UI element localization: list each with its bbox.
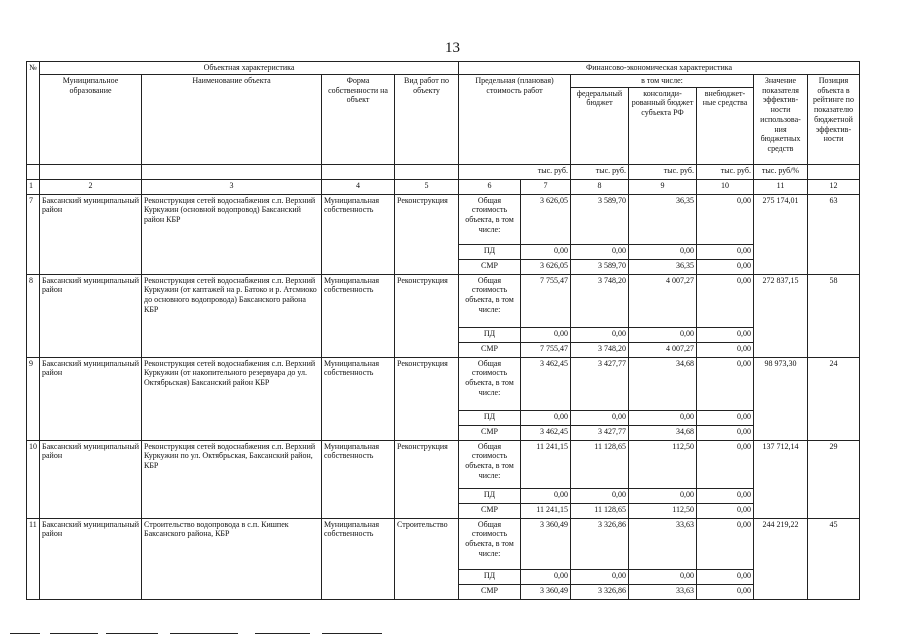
ownership-cell: Муниципальная собственность <box>322 274 395 357</box>
work-type-cell: Реконструкция <box>395 357 459 440</box>
federal-header: федеральный бюджет <box>571 87 629 164</box>
smr-federal: 3 748,20 <box>571 342 629 357</box>
total-consolidated: 4 007,27 <box>629 274 697 327</box>
rank-cell: 63 <box>808 194 860 274</box>
pd-label: ПД <box>459 244 521 259</box>
object-name-header: Наименование объекта <box>142 74 322 164</box>
smr-extrabudget: 0,00 <box>697 584 754 599</box>
ownership-cell: Муниципальная собственность <box>322 440 395 518</box>
pd-consolidated: 0,00 <box>629 244 697 259</box>
col-number: 9 <box>629 179 697 194</box>
pd-federal: 0,00 <box>571 327 629 342</box>
column-numbers-row <box>27 179 860 194</box>
smr-label: СМР <box>459 259 521 274</box>
ownership-cell: Муниципальная собственность <box>322 194 395 274</box>
footer-rule <box>170 633 238 634</box>
pd-extrabudget: 0,00 <box>697 569 754 584</box>
footer-rule <box>106 633 158 634</box>
smr-federal: 3 589,70 <box>571 259 629 274</box>
municipality-cell: Баксанский муниципальный район <box>40 194 142 274</box>
object-name-cell: Реконструкция сетей водоснабжения с.п. Верхний Куркужин по ул. Октябрьская, Баксанский район, КБР <box>142 440 322 518</box>
pd-planned: 0,00 <box>521 488 571 503</box>
work-type-cell: Реконструкция <box>395 274 459 357</box>
efficiency-header: Значение показателя эффектив-ности использова-ния бюджетных средств <box>754 74 808 164</box>
total-label: Общая стоимость объекта, в том числе: <box>459 440 521 488</box>
planned-cost-header: Предельная (плановая) стоимость работ <box>459 74 571 164</box>
col-number: 8 <box>571 179 629 194</box>
unit-planned: тыс. руб. <box>459 164 571 179</box>
total-extrabudget: 0,00 <box>697 440 754 488</box>
pd-federal: 0,00 <box>571 410 629 425</box>
pd-federal: 0,00 <box>571 569 629 584</box>
pd-label: ПД <box>459 569 521 584</box>
smr-consolidated: 36,35 <box>629 259 697 274</box>
row-number: 9 <box>27 357 40 440</box>
object-row <box>27 518 860 569</box>
pd-label: ПД <box>459 327 521 342</box>
total-planned: 3 462,45 <box>521 357 571 410</box>
pd-planned: 0,00 <box>521 410 571 425</box>
total-label: Общая стоимость объекта, в том числе: <box>459 357 521 410</box>
investment-objects-table <box>26 61 860 600</box>
footer-rule <box>10 633 40 634</box>
pd-extrabudget: 0,00 <box>697 488 754 503</box>
footer-rules <box>0 630 905 640</box>
extrabudget-header: внебюджет-ные средства <box>697 87 754 164</box>
total-extrabudget: 0,00 <box>697 274 754 327</box>
object-row <box>27 194 860 244</box>
total-extrabudget: 0,00 <box>697 357 754 410</box>
col-number: 4 <box>322 179 395 194</box>
smr-federal: 11 128,65 <box>571 503 629 518</box>
smr-label: СМР <box>459 425 521 440</box>
row-number: 10 <box>27 440 40 518</box>
pd-consolidated: 0,00 <box>629 327 697 342</box>
col-number: 10 <box>697 179 754 194</box>
pd-label: ПД <box>459 488 521 503</box>
smr-planned: 7 755,47 <box>521 342 571 357</box>
col-number: 7 <box>521 179 571 194</box>
total-planned: 7 755,47 <box>521 274 571 327</box>
unit-efficiency: тыс. руб/% <box>754 164 808 179</box>
smr-federal: 3 427,77 <box>571 425 629 440</box>
row-number: 7 <box>27 194 40 274</box>
object-row <box>27 357 860 410</box>
header-row-groups <box>27 62 860 75</box>
object-name-cell: Строительство водопровода в с.п. Кишпек Баксанского района, КБР <box>142 518 322 599</box>
smr-consolidated: 33,63 <box>629 584 697 599</box>
work-type-header: Вид работ по объекту <box>395 74 459 164</box>
header-row-cols <box>27 74 860 87</box>
units-cell <box>142 164 322 179</box>
smr-federal: 3 326,86 <box>571 584 629 599</box>
total-label: Общая стоимость объекта, в том числе: <box>459 274 521 327</box>
rank-header: Позиция объекта в рейтинге по показателю бюджетной эффектив-ности <box>808 74 860 164</box>
pd-consolidated: 0,00 <box>629 488 697 503</box>
total-federal: 3 748,20 <box>571 274 629 327</box>
smr-planned: 3 360,49 <box>521 584 571 599</box>
pd-consolidated: 0,00 <box>629 410 697 425</box>
rank-cell: 24 <box>808 357 860 440</box>
col-number: 5 <box>395 179 459 194</box>
smr-consolidated: 34,68 <box>629 425 697 440</box>
municipality-cell: Баксанский муниципальный район <box>40 357 142 440</box>
efficiency-cell: 275 174,01 <box>754 194 808 274</box>
pd-label: ПД <box>459 410 521 425</box>
total-consolidated: 34,68 <box>629 357 697 410</box>
smr-planned: 11 241,15 <box>521 503 571 518</box>
rank-cell: 58 <box>808 274 860 357</box>
efficiency-cell: 98 973,30 <box>754 357 808 440</box>
units-cell <box>40 164 142 179</box>
finance-group-header: Финансово-экономическая характеристика <box>459 62 860 75</box>
smr-consolidated: 4 007,27 <box>629 342 697 357</box>
total-planned: 11 241,15 <box>521 440 571 488</box>
total-federal: 3 326,86 <box>571 518 629 569</box>
pd-federal: 0,00 <box>571 244 629 259</box>
smr-label: СМР <box>459 342 521 357</box>
consolidated-header: консолиди-рованный бюджет субъекта РФ <box>629 87 697 164</box>
total-planned: 3 626,05 <box>521 194 571 244</box>
col-number: 2 <box>40 179 142 194</box>
municipality-header: Муниципальное образование <box>40 74 142 164</box>
pd-extrabudget: 0,00 <box>697 244 754 259</box>
total-federal: 11 128,65 <box>571 440 629 488</box>
smr-label: СМР <box>459 584 521 599</box>
row-number: 8 <box>27 274 40 357</box>
footer-rule <box>255 633 310 634</box>
total-federal: 3 427,77 <box>571 357 629 410</box>
smr-extrabudget: 0,00 <box>697 503 754 518</box>
municipality-cell: Баксанский муниципальный район <box>40 274 142 357</box>
col-number: 1 <box>27 179 40 194</box>
units-row <box>27 164 860 179</box>
rank-cell: 29 <box>808 440 860 518</box>
pd-planned: 0,00 <box>521 327 571 342</box>
pd-consolidated: 0,00 <box>629 569 697 584</box>
pd-planned: 0,00 <box>521 244 571 259</box>
municipality-cell: Баксанский муниципальный район <box>40 518 142 599</box>
col-number: 6 <box>459 179 521 194</box>
municipality-cell: Баксанский муниципальный район <box>40 440 142 518</box>
object-name-cell: Реконструкция сетей водоснабжения с.п. Верхний Куркужин (от каптажей на р. Батоко и р. Атсмиоко до основного водопровода) Баксанского района КБР <box>142 274 322 357</box>
work-type-cell: Строительство <box>395 518 459 599</box>
num-header: № <box>27 62 40 165</box>
ownership-cell: Муниципальная собственность <box>322 357 395 440</box>
total-label: Общая стоимость объекта, в том числе: <box>459 518 521 569</box>
unit-extrabudget: тыс. руб. <box>697 164 754 179</box>
units-cell <box>27 164 40 179</box>
footer-rule <box>322 633 382 634</box>
pd-federal: 0,00 <box>571 488 629 503</box>
smr-extrabudget: 0,00 <box>697 342 754 357</box>
units-cell <box>808 164 860 179</box>
total-planned: 3 360,49 <box>521 518 571 569</box>
object-group-header: Объектная характеристика <box>40 62 459 75</box>
total-extrabudget: 0,00 <box>697 194 754 244</box>
work-type-cell: Реконструкция <box>395 440 459 518</box>
total-extrabudget: 0,00 <box>697 518 754 569</box>
efficiency-cell: 137 712,14 <box>754 440 808 518</box>
unit-federal: тыс. руб. <box>571 164 629 179</box>
total-label: Общая стоимость объекта, в том числе: <box>459 194 521 244</box>
row-number: 11 <box>27 518 40 599</box>
work-type-cell: Реконструкция <box>395 194 459 274</box>
page-number: 13 <box>445 40 460 56</box>
including-header: в том числе: <box>571 74 754 87</box>
object-row <box>27 440 860 488</box>
units-cell <box>395 164 459 179</box>
total-federal: 3 589,70 <box>571 194 629 244</box>
pd-extrabudget: 0,00 <box>697 410 754 425</box>
smr-planned: 3 626,05 <box>521 259 571 274</box>
object-name-cell: Реконструкция сетей водоснабжения с.п. Верхний Куркужин (основной водопровод) Баксанский район КБР <box>142 194 322 274</box>
object-name-cell: Реконструкция сетей водоснабжения с.п. Верхний Куркужин (от накопительного резервуара до ул. Октябрьская) Баксанский район КБР <box>142 357 322 440</box>
total-consolidated: 36,35 <box>629 194 697 244</box>
col-number: 12 <box>808 179 860 194</box>
smr-label: СМР <box>459 503 521 518</box>
total-consolidated: 33,63 <box>629 518 697 569</box>
col-number: 3 <box>142 179 322 194</box>
smr-extrabudget: 0,00 <box>697 259 754 274</box>
unit-consolidated: тыс. руб. <box>629 164 697 179</box>
smr-consolidated: 112,50 <box>629 503 697 518</box>
pd-extrabudget: 0,00 <box>697 327 754 342</box>
footer-rule <box>50 633 98 634</box>
units-cell <box>322 164 395 179</box>
ownership-header: Форма собственности на объект <box>322 74 395 164</box>
smr-planned: 3 462,45 <box>521 425 571 440</box>
object-row <box>27 274 860 327</box>
pd-planned: 0,00 <box>521 569 571 584</box>
efficiency-cell: 244 219,22 <box>754 518 808 599</box>
total-consolidated: 112,50 <box>629 440 697 488</box>
efficiency-cell: 272 837,15 <box>754 274 808 357</box>
ownership-cell: Муниципальная собственность <box>322 518 395 599</box>
smr-extrabudget: 0,00 <box>697 425 754 440</box>
rank-cell: 45 <box>808 518 860 599</box>
col-number: 11 <box>754 179 808 194</box>
